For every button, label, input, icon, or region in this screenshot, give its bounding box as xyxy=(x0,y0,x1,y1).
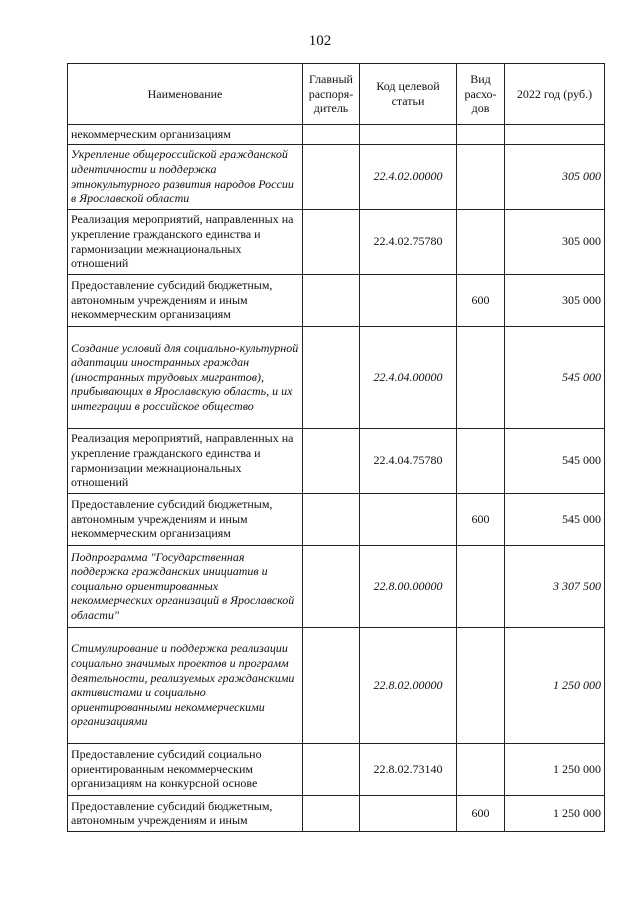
cell-kind xyxy=(457,125,505,145)
cell-name: некоммерческим организациям xyxy=(68,125,303,145)
cell-kind xyxy=(457,627,505,743)
cell-code: 22.4.02.75780 xyxy=(360,209,457,274)
cell-kind xyxy=(457,428,505,493)
cell-amount xyxy=(505,125,605,145)
cell-admin xyxy=(303,326,360,428)
cell-admin xyxy=(303,795,360,831)
page-number: 102 xyxy=(308,33,332,49)
header-admin: Главный распоря-дитель xyxy=(303,64,360,125)
table-row xyxy=(68,428,605,493)
cell-name: Укрепление общероссийской гражданской идентичности и поддержка этнокультурного развития народов России в Ярославской области xyxy=(68,144,303,209)
cell-admin xyxy=(303,627,360,743)
table-row xyxy=(68,209,605,274)
cell-kind: 600 xyxy=(457,795,505,831)
cell-amount: 3 307 500 xyxy=(505,545,605,627)
header-code: Код целевой статьи xyxy=(360,64,457,125)
cell-admin xyxy=(303,144,360,209)
cell-name: Реализация мероприятий, направленных на укрепление гражданского единства и гармонизации межнациональных отношений xyxy=(68,209,303,274)
cell-admin xyxy=(303,428,360,493)
table-row xyxy=(68,144,605,209)
cell-code xyxy=(360,493,457,545)
cell-admin xyxy=(303,125,360,145)
cell-amount: 305 000 xyxy=(505,209,605,274)
cell-admin xyxy=(303,274,360,326)
cell-kind xyxy=(457,209,505,274)
cell-name: Стимулирование и поддержка реализации социально значимых проектов и программ деятельности, реализуемых гражданскими активистами и социально ориентированными некоммерческими организациями xyxy=(68,627,303,743)
cell-code: 22.8.02.00000 xyxy=(360,627,457,743)
cell-code: 22.8.02.73140 xyxy=(360,743,457,795)
cell-amount: 1 250 000 xyxy=(505,743,605,795)
header-name: Наименование xyxy=(68,64,303,125)
cell-code xyxy=(360,125,457,145)
cell-name: Подпрограмма "Государственная поддержка гражданских инициатив и социально ориентированных некоммерческих организаций в Ярославской области" xyxy=(68,545,303,627)
cell-kind xyxy=(457,545,505,627)
table-row xyxy=(68,326,605,428)
cell-amount: 305 000 xyxy=(505,144,605,209)
table-row xyxy=(68,274,605,326)
cell-amount: 545 000 xyxy=(505,493,605,545)
cell-name: Предоставление субсидий социально ориентированным некоммерческим организациям на конкурсной основе xyxy=(68,743,303,795)
cell-amount: 545 000 xyxy=(505,428,605,493)
cell-name: Предоставление субсидий бюджетным, автономным учреждениям и иным xyxy=(68,795,303,831)
cell-admin xyxy=(303,545,360,627)
cell-name: Предоставление субсидий бюджетным, автономным учреждениям и иным некоммерческим организациям xyxy=(68,274,303,326)
header-amount: 2022 год (руб.) xyxy=(505,64,605,125)
table-row xyxy=(68,627,605,743)
table-header-row xyxy=(68,64,605,125)
cell-kind: 600 xyxy=(457,274,505,326)
cell-amount: 305 000 xyxy=(505,274,605,326)
cell-name: Создание условий для социально-культурной адаптации иностранных граждан (иностранных трудовых мигрантов), прибывающих в Ярославскую область, и их интеграции в российское общество xyxy=(68,326,303,428)
cell-kind: 600 xyxy=(457,493,505,545)
cell-code: 22.8.00.00000 xyxy=(360,545,457,627)
cell-amount: 1 250 000 xyxy=(505,627,605,743)
cell-kind xyxy=(457,144,505,209)
header-kind: Вид расхо-дов xyxy=(457,64,505,125)
cell-code xyxy=(360,274,457,326)
table-row xyxy=(68,493,605,545)
table-body xyxy=(68,125,605,832)
budget-table xyxy=(67,63,605,832)
cell-code xyxy=(360,795,457,831)
cell-code: 22.4.04.00000 xyxy=(360,326,457,428)
cell-name: Реализация мероприятий, направленных на укрепление гражданского единства и гармонизации межнациональных отношений xyxy=(68,428,303,493)
cell-admin xyxy=(303,493,360,545)
cell-kind xyxy=(457,743,505,795)
table-row xyxy=(68,795,605,831)
cell-amount: 545 000 xyxy=(505,326,605,428)
cell-admin xyxy=(303,743,360,795)
cell-name: Предоставление субсидий бюджетным, автономным учреждениям и иным некоммерческим организациям xyxy=(68,493,303,545)
table-row xyxy=(68,743,605,795)
table-row xyxy=(68,125,605,145)
cell-code: 22.4.02.00000 xyxy=(360,144,457,209)
cell-amount: 1 250 000 xyxy=(505,795,605,831)
cell-code: 22.4.04.75780 xyxy=(360,428,457,493)
table-row xyxy=(68,545,605,627)
cell-admin xyxy=(303,209,360,274)
cell-kind xyxy=(457,326,505,428)
